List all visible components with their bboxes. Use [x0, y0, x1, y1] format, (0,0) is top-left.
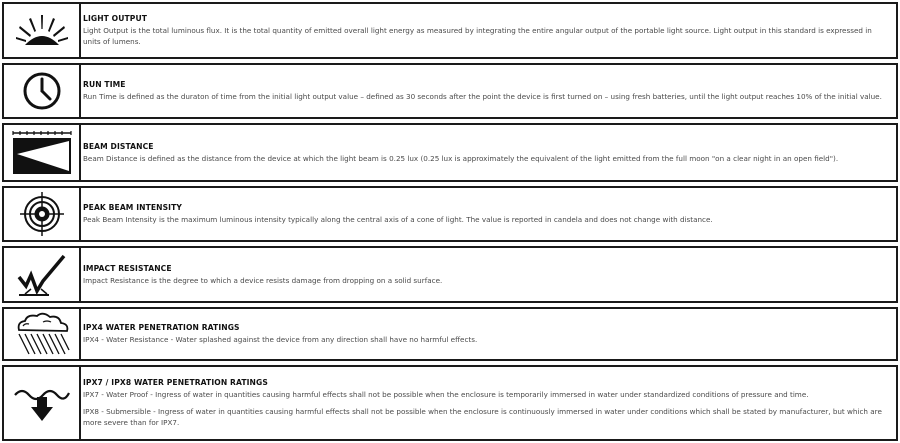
- row-description: Impact Resistance is the degree to which a device resists damage from dropping on a solid surface.: [83, 275, 443, 285]
- row-light-output: [2, 2, 898, 59]
- text-cell: [83, 309, 888, 359]
- beam-distance-icon: [11, 130, 73, 176]
- row-title: PEAK BEAM INTENSITY: [83, 203, 182, 212]
- text-cell: [83, 125, 888, 180]
- text-cell: [83, 4, 888, 57]
- text-cell: [83, 248, 888, 301]
- light-burst-icon: [15, 11, 69, 51]
- row-description: IPX7 - Water Proof - Ingress of water in quantities causing harmful effects shall not be possible when the enclosure is temporarily immersed in water under standardized conditions of pressure and time.: [83, 390, 809, 399]
- text-cell: [83, 188, 888, 240]
- row-title: BEAM DISTANCE: [83, 141, 154, 151]
- row-peak-beam-intensity: [2, 186, 898, 242]
- row-title: LIGHT OUTPUT: [83, 14, 147, 23]
- text-cell: [83, 367, 888, 439]
- row-description: IPX4 - Water Resistance - Water splashed against the device from any direction shall have no harmful effects.: [83, 335, 478, 344]
- icon-cell: [4, 188, 81, 240]
- row-title: RUN TIME: [83, 80, 126, 89]
- ratings-definitions-table: [2, 2, 898, 441]
- icon-cell: [4, 125, 81, 180]
- clock-icon: [22, 71, 62, 111]
- row-run-time: [2, 63, 898, 119]
- rain-cloud-icon: [13, 312, 71, 356]
- icon-cell: [4, 4, 81, 57]
- row-title: IPX7 / IPX8 WATER PENETRATION RATINGS: [83, 378, 268, 387]
- row-ipx4: [2, 307, 898, 361]
- row-title: IPX4 WATER PENETRATION RATINGS: [83, 323, 240, 332]
- icon-cell: [4, 65, 81, 117]
- icon-cell: [4, 309, 81, 359]
- row-description: Light Output is the total luminous flux. It is the total quantity of emitted overall light energy as measured by integrating the entire angular output of the portable light source. Light output in this standard is expressed in units of lumens.: [83, 26, 872, 46]
- row-ipx7-ipx8: [2, 365, 898, 441]
- impact-checkmark-icon: [17, 253, 67, 297]
- row-title: IMPACT RESISTANCE: [83, 263, 172, 273]
- icon-cell: [4, 367, 81, 439]
- row-beam-distance: [2, 123, 898, 182]
- target-crosshair-icon: [19, 191, 65, 237]
- icon-cell: [4, 248, 81, 301]
- row-description-secondary: IPX8 - Submersible - Ingress of water in quantities causing harmful effects shall not be possible when the enclosure is continuously immersed in water under conditions which shall be stated by manufacturer, but which are more severe than for IPX7.: [83, 407, 882, 427]
- row-impact-resistance: [2, 246, 898, 303]
- water-submersion-icon: [13, 383, 71, 423]
- row-description: Run Time is defined as the duraton of time from the initial light output value – defined as 30 seconds after the point the device is first turned on – using fresh batteries, until the light output reaches 10% of the initial value.: [83, 92, 882, 101]
- text-cell: [83, 65, 888, 117]
- row-description: Peak Beam Intensity is the maximum luminous intensity typically along the central axis of a cone of light. The value is reported in candela and does not change with distance.: [83, 215, 713, 224]
- row-description: Beam Distance is defined as the distance from the device at which the light beam is 0.25 lux (0.25 lux is approximately the equivalent of the light emitted from the full moon "on a clear night in an open field").: [83, 153, 839, 163]
